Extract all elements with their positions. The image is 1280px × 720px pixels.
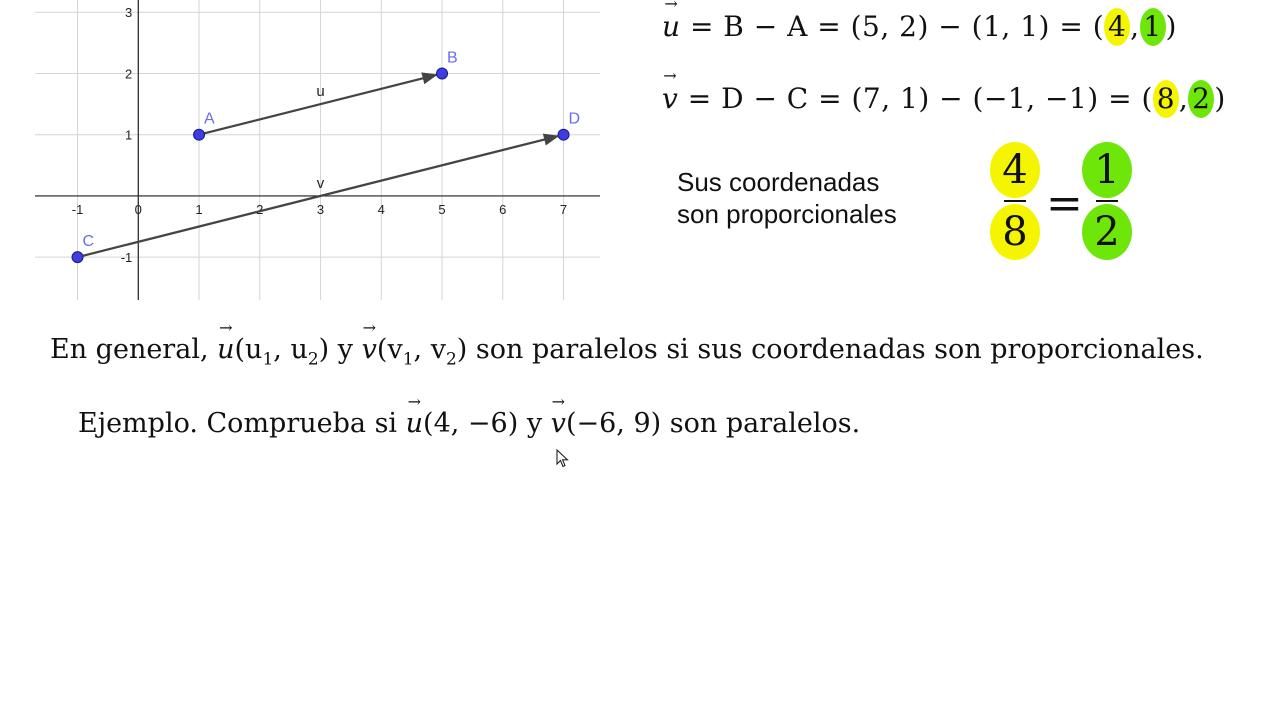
equals-sign: = xyxy=(1046,178,1083,229)
fraction-right-denominator: 2 xyxy=(1082,204,1132,260)
statement-prefix: En general, xyxy=(50,334,218,365)
point-label-A: A xyxy=(204,110,215,128)
note-line-1: Sus coordenadas xyxy=(677,167,880,197)
statement-v-close: ) xyxy=(456,334,468,365)
x-tick-label: 6 xyxy=(499,201,507,217)
statement-u-open: (u xyxy=(234,334,263,365)
point-C xyxy=(72,252,83,263)
statement-u-close: ) xyxy=(318,334,330,365)
statement-vector-v: → v xyxy=(362,334,377,365)
x-tick-label: -1 xyxy=(71,201,84,217)
vector-u-symbol: → u xyxy=(662,10,681,43)
vectors xyxy=(78,75,558,257)
example-and: y xyxy=(518,408,551,439)
fraction-one-half xyxy=(1082,142,1132,260)
u-separator: , xyxy=(1130,10,1140,43)
vector-v xyxy=(78,136,558,257)
fraction-right-numerator: 1 xyxy=(1082,142,1132,198)
example-u-args: (4, −6) xyxy=(423,408,519,439)
fraction-left-denominator: 8 xyxy=(990,204,1040,260)
y-tick-label: -1 xyxy=(120,250,133,266)
statement-v-mid: , v xyxy=(413,334,446,365)
points xyxy=(72,49,580,262)
point-A xyxy=(194,129,205,140)
x-tick-label: 0 xyxy=(134,201,142,217)
mouse-cursor-icon xyxy=(556,449,570,469)
general-statement xyxy=(50,334,1204,369)
u-second-coordinate: 1 xyxy=(1140,8,1166,46)
point-label-C: C xyxy=(82,233,95,251)
x-tick-label: 2 xyxy=(256,201,264,217)
point-label-D: D xyxy=(568,110,581,128)
statement-vector-u: → u xyxy=(217,334,234,365)
fraction-right-bar xyxy=(1096,200,1118,202)
u-first-coordinate: 4 xyxy=(1104,8,1130,46)
example-v-args: (−6, 9) xyxy=(565,408,662,439)
x-tick-label: 7 xyxy=(559,201,568,217)
statement-u-mid: , u xyxy=(273,334,308,365)
statement-v-open: (v xyxy=(376,334,403,365)
equation-v xyxy=(662,80,1226,118)
x-tick-label: 1 xyxy=(195,201,203,217)
v-first-coordinate: 8 xyxy=(1153,80,1179,118)
proportional-note xyxy=(677,166,897,230)
point-label-B: B xyxy=(447,49,458,67)
point-D xyxy=(558,129,569,140)
equation-u xyxy=(662,8,1177,46)
x-tick-label: 3 xyxy=(316,201,325,217)
x-tick-label: 5 xyxy=(438,201,446,217)
statement-v-sub2: 2 xyxy=(445,349,457,370)
point-B xyxy=(437,68,448,79)
y-tick-label: 1 xyxy=(125,127,133,143)
statement-and: y xyxy=(329,334,362,365)
equation-v-body: = D − C = (7, 1) − (−1, −1) = ( xyxy=(678,82,1153,115)
statement-u-sub2: 2 xyxy=(307,349,319,370)
x-tick-label: 4 xyxy=(377,201,385,217)
vector-v-symbol: → v xyxy=(662,82,678,115)
v-close-paren: ) xyxy=(1214,82,1226,115)
example-vector-v: → v xyxy=(551,408,566,439)
statement-v-sub1: 1 xyxy=(402,349,414,370)
v-second-coordinate: 2 xyxy=(1188,80,1214,118)
example-statement xyxy=(78,408,860,439)
v-separator: , xyxy=(1178,82,1189,115)
fraction-four-eighths xyxy=(990,142,1040,260)
statement-suffix: son paralelos si sus coordenadas son proporcionales. xyxy=(467,334,1204,365)
vector-label-v: v xyxy=(316,174,325,192)
example-prefix: Ejemplo. Comprueba si xyxy=(78,408,406,439)
example-vector-u: → u xyxy=(406,408,423,439)
y-tick-label: 2 xyxy=(125,66,133,82)
statement-u-sub1: 1 xyxy=(262,349,274,370)
u-close-paren: ) xyxy=(1165,10,1177,43)
vector-label-u: u xyxy=(316,83,325,101)
note-line-2: son proporcionales xyxy=(677,199,897,229)
example-suffix: son paralelos. xyxy=(661,408,861,439)
fraction-left-numerator: 4 xyxy=(990,142,1040,198)
y-tick-label: 3 xyxy=(125,5,133,21)
fraction-left-bar xyxy=(1004,200,1026,202)
coordinate-graph xyxy=(0,0,610,305)
equation-u-body: = B − A = (5, 2) − (1, 1) = ( xyxy=(680,10,1105,43)
